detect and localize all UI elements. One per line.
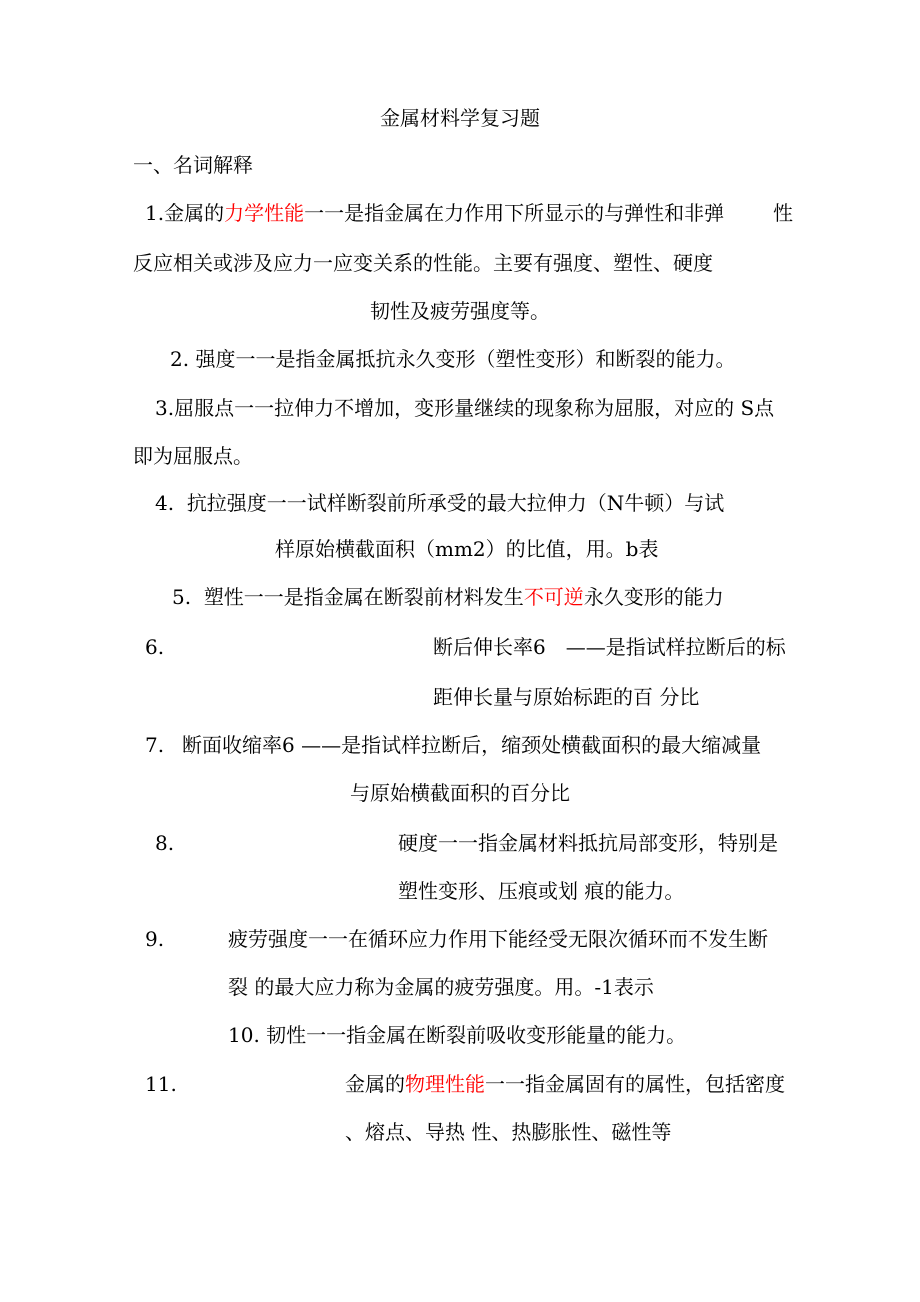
item-6-number: 6. [145, 635, 165, 659]
item-text: 抗拉强度一一试样断裂前所承受的最大拉伸力（N牛顿）与试 [186, 491, 725, 515]
item-text: 金属的 [164, 201, 225, 225]
item-text: 强度一一是指金属抵抗永久变形（塑性变形）和断裂的能力。 [195, 347, 736, 371]
item-6-line-1: 断后伸长率6 ——是指试样拉断后的标 [433, 635, 786, 659]
item-text: 屈服点一一拉伸力不增加，变形量继续的现象称为屈服，对应的 S点 [174, 396, 775, 420]
item-3-line-1 [155, 396, 774, 420]
item-text: 金属的 [345, 1072, 405, 1096]
item-5 [172, 585, 724, 609]
item-2 [170, 347, 735, 371]
item-number: 4. [155, 491, 175, 515]
document-title: 金属材料学复习题 [380, 106, 540, 130]
item-text: 一一指金属固有的属性，包括密度 [485, 1072, 785, 1096]
item-8-line-2: 塑性变形、压痕或划 痕的能力。 [398, 879, 685, 903]
item-4-line-2: 样原始横截面积（mm2）的比值，用。b表 [275, 537, 659, 561]
item-text: 永久变形的能力 [583, 585, 724, 609]
item-7-line-1: 断面收缩率6 ——是指试样拉断后，缩颈处横截面积的最大缩减量 [182, 733, 762, 757]
item-11-line-2: 、熔点、导热 性、热膨胀性、磁性等 [345, 1120, 672, 1144]
item-1-line-3: 韧性及疲劳强度等。 [370, 299, 550, 323]
item-3-line-2: 即为屈服点。 [133, 444, 253, 468]
item-text: 一一是指金属在力作用下所显示的与弹性和非弹 [304, 201, 725, 225]
item-8-line-1: 硬度一一指金属材料抵抗局部变形，特别是 [398, 831, 778, 855]
item-11-line-1 [345, 1072, 785, 1096]
item-number: 5. [172, 585, 192, 609]
item-8-number: 8. [155, 831, 175, 855]
item-11-number: 11. [145, 1072, 177, 1096]
item-9-number: 9. [145, 927, 165, 951]
highlighted-term: 物理性能 [405, 1072, 485, 1096]
item-number: 1. [145, 201, 165, 225]
section-heading: 一、名词解释 [133, 153, 253, 177]
item-9-line-2: 裂 的最大应力称为金属的疲劳强度。用。-1表示 [228, 975, 654, 999]
item-text: 塑性一一是指金属在断裂前材料发生 [203, 585, 524, 609]
item-number: 2. [170, 347, 190, 371]
item-10 [228, 1023, 686, 1047]
item-9-line-1: 疲劳强度一一在循环应力作用下能经受无限次循环而不发生断 [228, 927, 768, 951]
item-7-line-2: 与原始横截面积的百分比 [350, 781, 570, 805]
item-1-line-2: 反应相关或涉及应力一应变关系的性能。主要有强度、塑性、硬度 [133, 251, 713, 275]
highlighted-term: 不可逆 [523, 585, 584, 609]
item-text: 韧性一一指金属在断裂前吸收变形能量的能力。 [266, 1023, 687, 1047]
item-4-line-1 [155, 491, 724, 515]
item-number: 10. [228, 1023, 260, 1047]
item-1-line-1 [145, 201, 724, 225]
item-6-line-2: 距伸长量与原始标距的百 分比 [433, 685, 700, 709]
highlighted-term: 力学性能 [224, 201, 305, 225]
item-1-tail: 性 [773, 201, 793, 225]
item-7-number: 7. [145, 733, 165, 757]
item-number: 3. [155, 396, 175, 420]
